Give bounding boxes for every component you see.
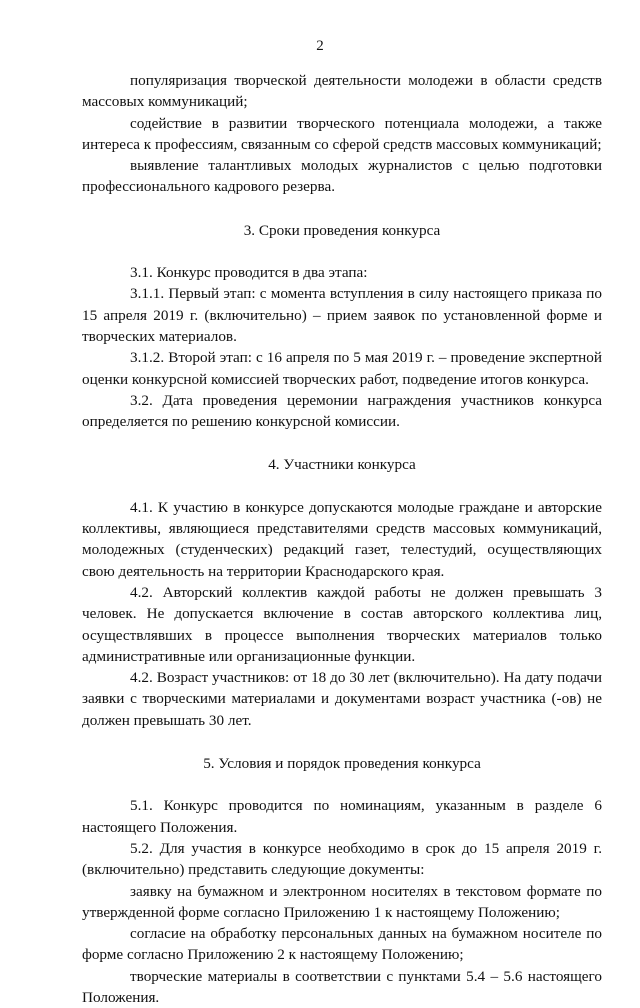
section-4-paragraph: 4.2. Авторский коллектив каждой работы не должен превышать 3 человек. Не допускается включение в состав авторского коллектива лиц, осуществлявших в процессе выполнения творческих материалов только административные или организационные функции.	[82, 583, 602, 665]
intro-paragraph: выявление талантливых молодых журналистов с целью подготовки профессионального кадрового резерва.	[82, 157, 602, 196]
section-4-paragraph: 4.1. К участию в конкурсе допускаются молодые граждане и авторские коллективы, являющиеся представителями средств массовых коммуникаций, молодежных (студенческих) редакций газет, телестудий, осуществляющих свою деятельность на территории Краснодарского края.	[82, 498, 602, 580]
section-4-heading: 4. Участники конкурса	[268, 456, 416, 474]
section-5-paragraph: 5.1. Конкурс проводится по номинациям, указанным в разделе 6 настоящего Положения.	[82, 797, 602, 836]
document-body	[82, 70, 602, 1008]
section-5-heading: 5. Условия и порядок проведения конкурса	[203, 755, 481, 773]
section-4-paragraph: 4.2. Возраст участников: от 18 до 30 лет (включительно). На дату подачи заявки с творческими материалами и документами возраст участника (-ов) не должен превышать 30 лет.	[82, 669, 602, 729]
section-3-paragraph: 3.1.1. Первый этап: с момента вступления в силу настоящего приказа по 15 апреля 2019 г. (включительно) – прием заявок по установленной форме и творческих материалов.	[82, 285, 602, 345]
intro-paragraph: популяризация творческой деятельности молодежи в области средств массовых коммуникаций;	[82, 72, 602, 111]
section-5-paragraph: заявку на бумажном и электронном носителях в текстовом формате по утвержденной форме согласно Приложению 1 к настоящему Положению;	[82, 882, 602, 921]
section-5-paragraph: согласие на обработку персональных данных на бумажном носителе по форме согласно Приложению 2 к настоящему Положению;	[82, 925, 602, 964]
intro-paragraph: содействие в развитии творческого потенциала молодежи, а также интереса к профессиям, связанным со сферой средств массовых коммуникаций;	[82, 114, 602, 153]
section-3-paragraph: 3.1. Конкурс проводится в два этапа:	[130, 264, 368, 282]
page-number: 2	[316, 38, 324, 54]
section-5-paragraph: 5.2. Для участия в конкурсе необходимо в срок до 15 апреля 2019 г. (включительно) представить следующие документы:	[82, 839, 602, 879]
section-3-paragraph: 3.2. Дата проведения церемонии награждения участников конкурса определяется по решению конкурсной комиссии.	[82, 391, 602, 431]
section-5-paragraph: творческие материалы в соответствии с пунктами 5.4 – 5.6 настоящего Положения.	[82, 967, 602, 1006]
section-3-heading: 3. Сроки проведения конкурса	[243, 221, 441, 239]
section-3-paragraph: 3.1.2. Второй этап: с 16 апреля по 5 мая 2019 г. – проведение экспертной оценки конкурсной комиссией творческих работ, подведение итогов конкурса.	[82, 349, 602, 388]
